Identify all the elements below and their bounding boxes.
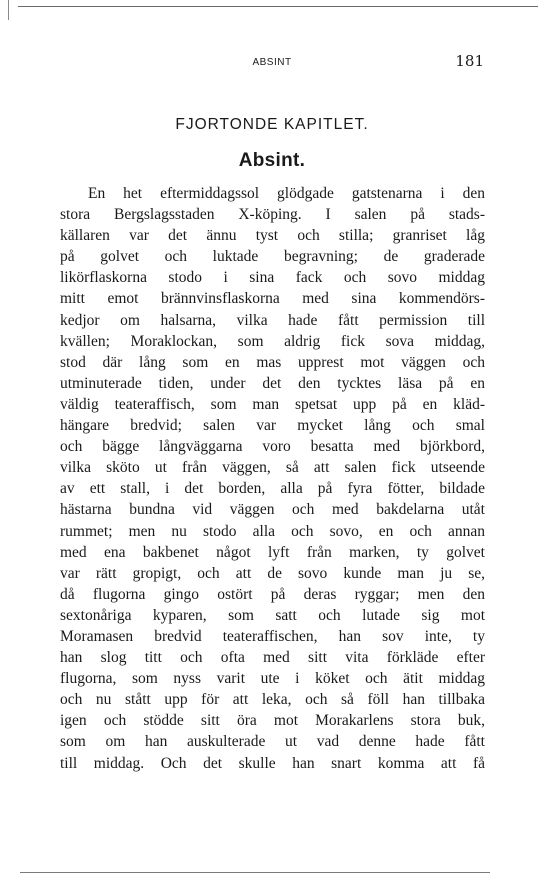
text-line: hängare bredvid; salen var mycket lång och smal [60, 417, 485, 435]
page-number: 181 [455, 52, 484, 70]
text-line: stod där lång som en mas upprest mot väggen och [60, 353, 485, 371]
text-line: väldig teateraffisch, som man spetsat upp på en kläd- [60, 395, 485, 413]
text-line: mitt emot brännvinsflaskorna med sina kommendörs- [60, 290, 485, 308]
text-line: och bägge långväggarna voro besatta med björkbord, [60, 438, 485, 456]
chapter-heading: FJORTONDE KAPITLET. [175, 116, 369, 133]
text-line: av ett stall, i det borden, alla på fyra fötter, bildade [60, 480, 485, 498]
text-line: flugorna, som nyss varit ute i köket och ätit middag [60, 670, 485, 688]
text-line: till middag. Och det skulle han snart komma att få [60, 754, 485, 772]
text-line: likörflaskorna stodo i sina fack och sovo middag [60, 269, 485, 287]
text-line: igen och stödde sitt öra mot Morakarlens stora buk, [60, 712, 485, 730]
page-edge-left [8, 0, 9, 20]
text-line: och nu stått upp för att leka, och så föll han tillbaka [60, 691, 485, 709]
text-line: vilka sköto ut från väggen, så att salen fick utseende [60, 459, 485, 477]
text-line: Moramasen bredvid teateraffischen, han sov inte, ty [60, 627, 485, 645]
text-line: hästarna bundna vid väggen och med bakdelarna utåt [60, 501, 485, 519]
text-line: han slog titt och ofta med sitt vita förkläde efter [60, 649, 485, 667]
text-line: källaren var det ännu tyst och stilla; granriset låg [60, 227, 485, 245]
page-edge-bottom [20, 872, 490, 873]
page-edge-top [18, 6, 538, 7]
text-line: kedjor om halsarna, vilka hade fått permission till [60, 311, 485, 329]
text-line: kvällen; Moraklockan, som aldrig fick sova middag, [60, 332, 485, 350]
text-line: på golvet och luktade begravning; de graderade [60, 248, 485, 266]
text-line: stora Bergslagsstaden X-köping. I salen på stads- [60, 206, 485, 224]
text-line: utminuterade tiden, under det den tycktes läsa på en [60, 374, 485, 392]
text-line: med ena bakbenet något lyft från marken, ty golvet [60, 543, 485, 561]
text-line: rummet; men nu stodo alla och sovo, en och annan [60, 522, 485, 540]
body-text [60, 183, 485, 774]
running-title: ABSINT [252, 57, 292, 68]
text-line: En het eftermiddagssol glödgade gatstenarna i den [88, 185, 485, 202]
text-line: var rätt gropigt, och att de sovo kunde man ju se, [60, 564, 485, 582]
text-line: då flugorna gingo ostört på deras ryggar; men den [60, 585, 485, 603]
running-head [0, 54, 544, 70]
text-line: som om han auskulterade ut vad denne hade fått [60, 733, 485, 751]
text-line: sextonåriga kyparen, som satt och lutade sig mot [60, 606, 485, 624]
chapter-title: Absint. [238, 150, 306, 171]
